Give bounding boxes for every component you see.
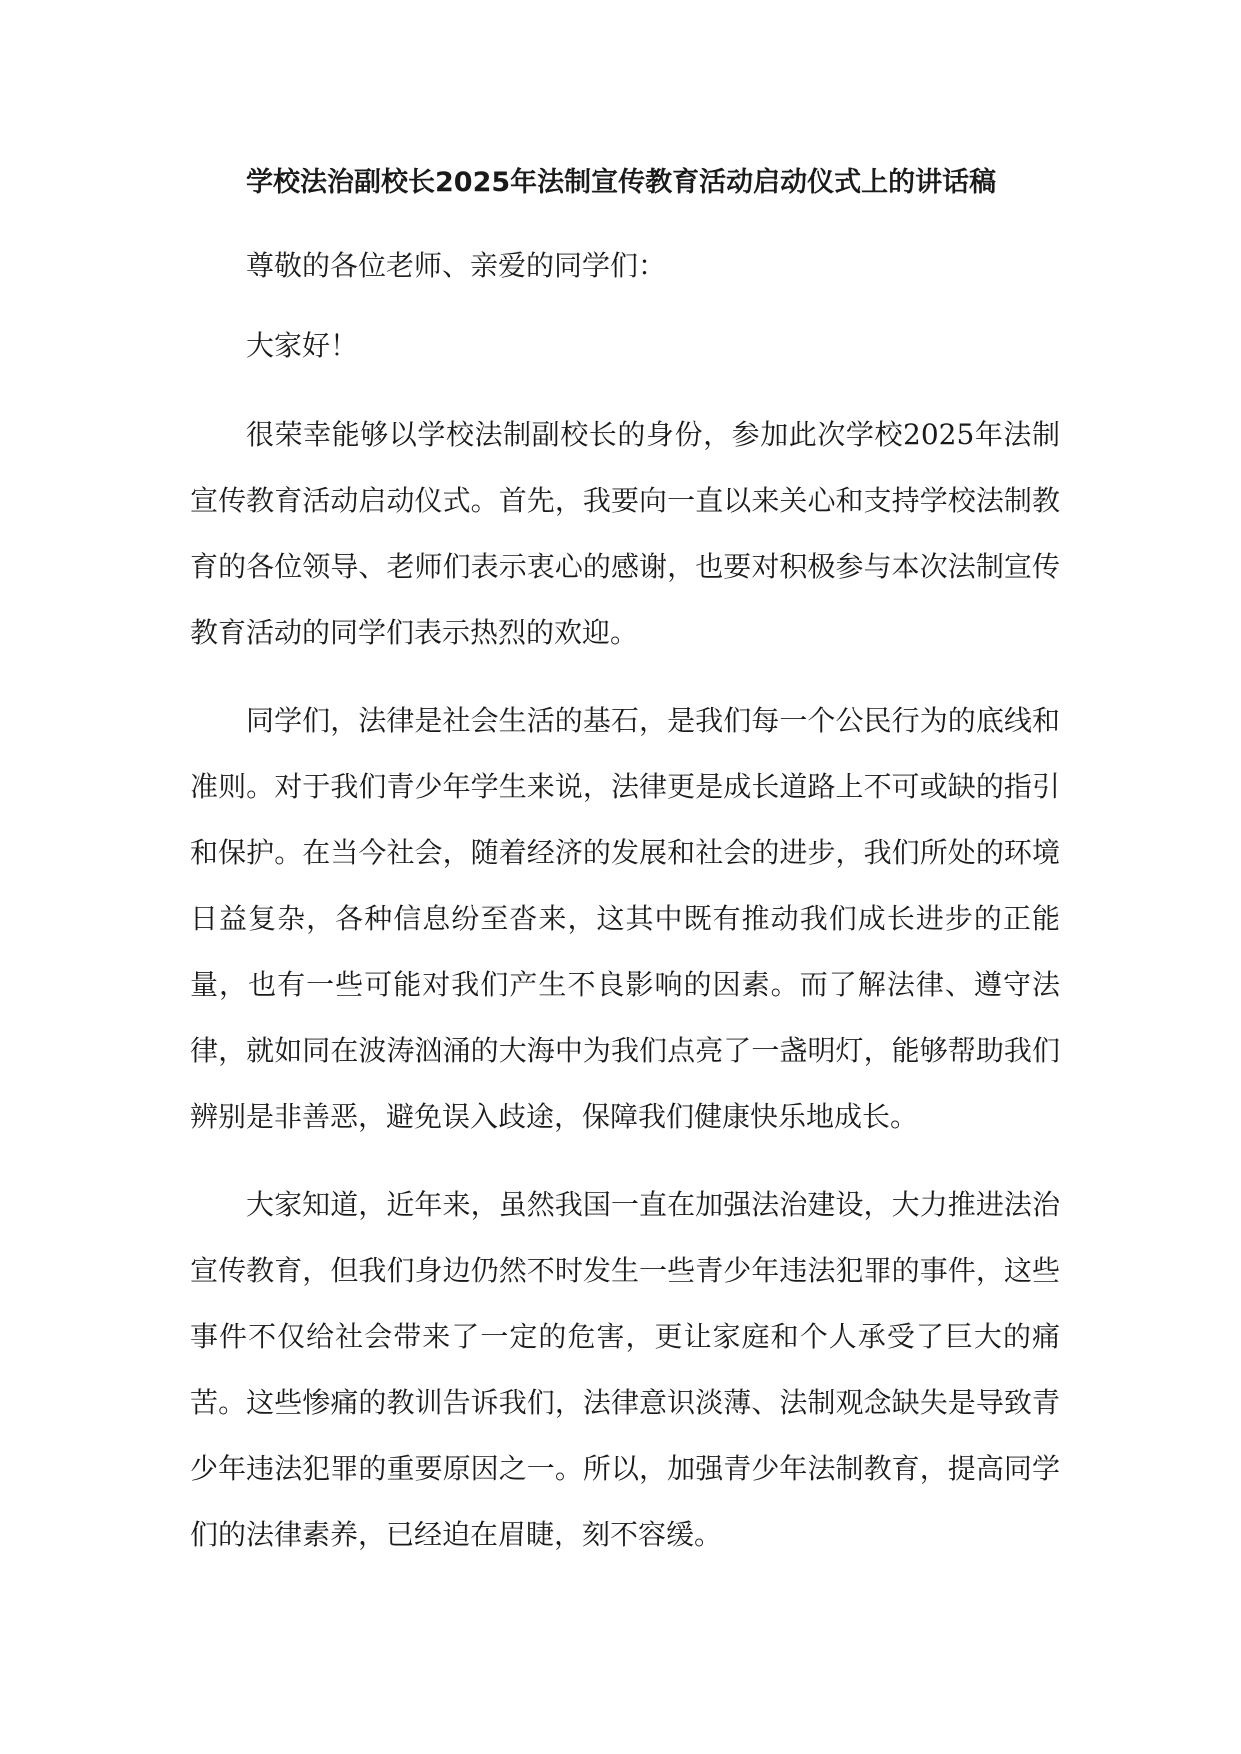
- paragraph-1: 很荣幸能够以学校法制副校长的身份，参加此次学校2025年法制宣传教育活动启动仪式。首先，我要向一直以来关心和支持学校法制教育的各位领导、老师们表示衷心的感谢，也要对积极参与本次法制宣传教育活动的同学们表示热烈的欢迎。: [190, 418, 1060, 649]
- paragraph-2: 同学们，法律是社会生活的基石，是我们每一个公民行为的底线和准则。对于我们青少年学生来说，法律更是成长道路上不可或缺的指引和保护。在当今社会，随着经济的发展和社会的进步，我们所处的环境日益复杂，各种信息纷至沓来，这其中既有推动我们成长进步的正能量，也有一些可能对我们产生不良影响的因素。而了解法律、遵守法律，就如同在波涛汹涌的大海中为我们点亮了一盏明灯，能够帮助我们辨别是非善恶，避免误入歧途，保障我们健康快乐地成长。: [190, 704, 1060, 1133]
- salutation: 尊敬的各位老师、亲爱的同学们：: [246, 249, 667, 282]
- greeting: 大家好！: [246, 329, 359, 362]
- document-title: 学校法治副校长2025年法制宣传教育活动启动仪式上的讲话稿: [246, 167, 997, 198]
- document-page: [190, 160, 1060, 1568]
- paragraph-3: 大家知道，近年来，虽然我国一直在加强法治建设，大力推进法治宣传教育，但我们身边仍然不时发生一些青少年违法犯罪的事件，这些事件不仅给社会带来了一定的危害，更让家庭和个人承受了巨大的痛苦。这些惨痛的教训告诉我们，法律意识淡薄、法制观念缺失是导致青少年违法犯罪的重要原因之一。所以，加强青少年法制教育，提高同学们的法律素养，已经迫在眉睫，刻不容缓。: [190, 1188, 1060, 1551]
